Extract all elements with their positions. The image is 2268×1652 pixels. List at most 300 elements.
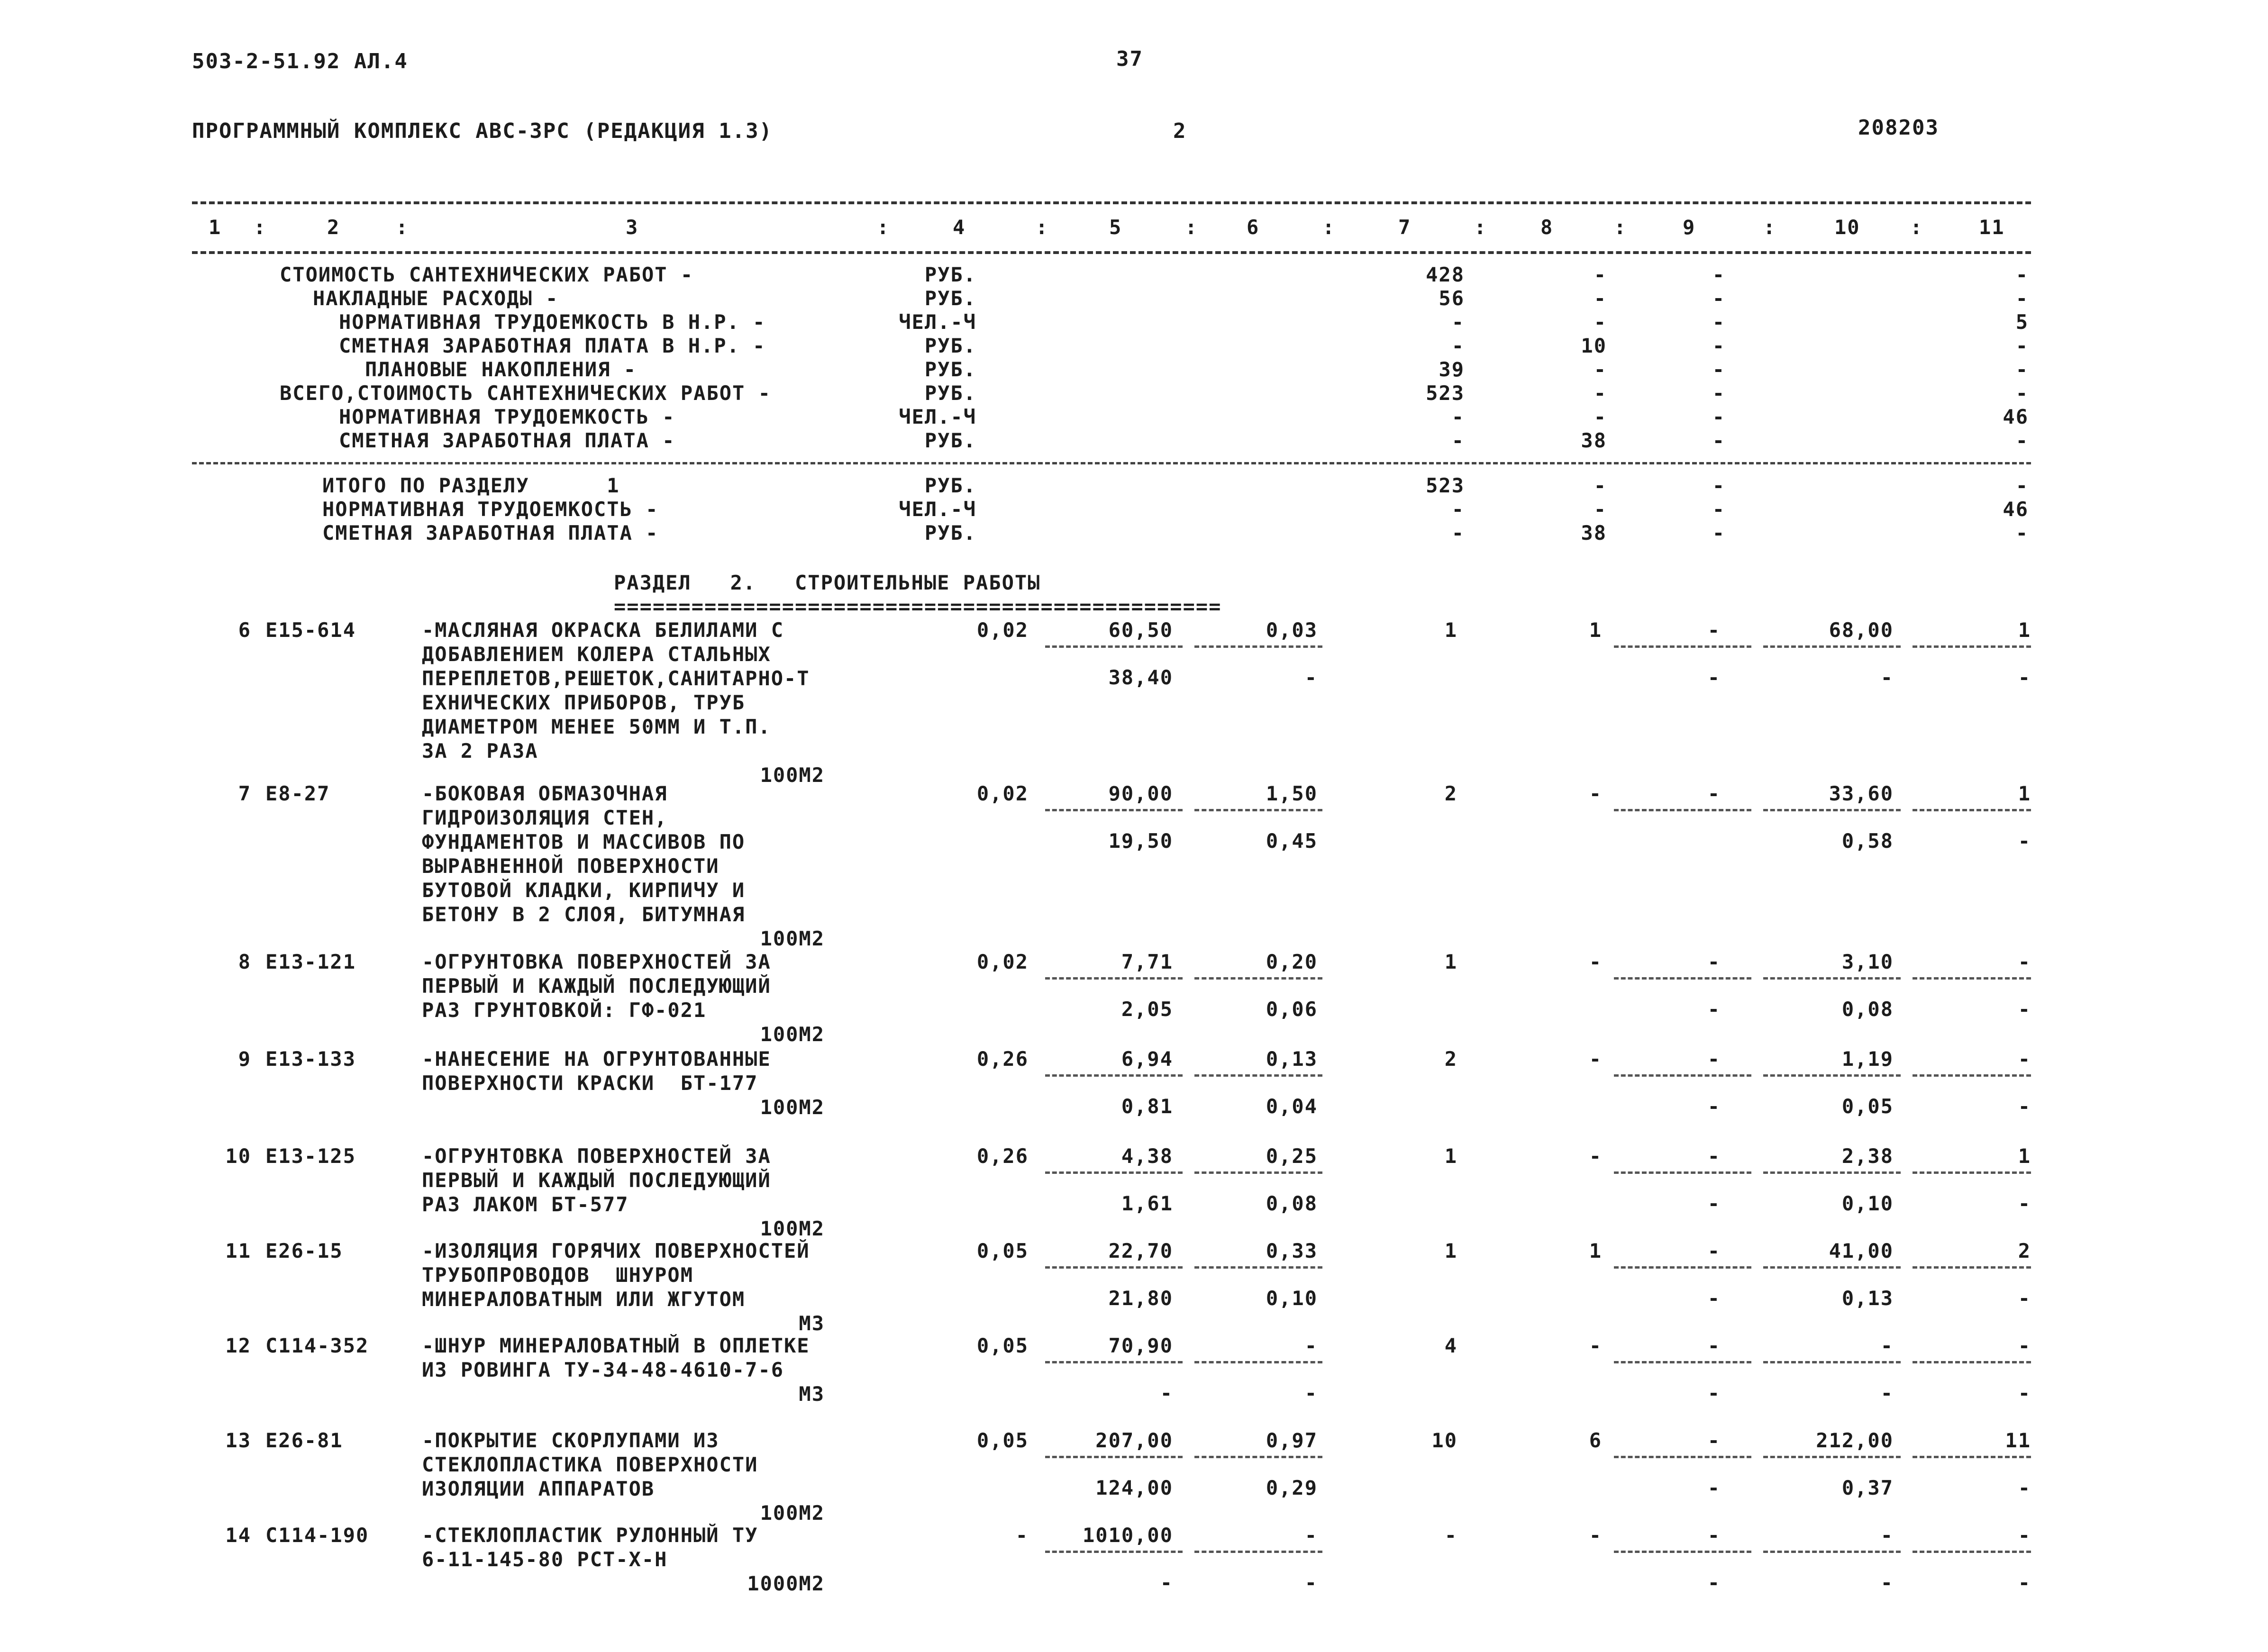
item-col11-wage: - bbox=[2018, 1192, 2031, 1215]
item-col11: - bbox=[2018, 1047, 2031, 1071]
item-col9-separator bbox=[1614, 1171, 1751, 1174]
summary-col9: - bbox=[1712, 310, 1725, 334]
item-col4: 0,02 bbox=[976, 782, 1029, 805]
column-separator: : bbox=[1036, 216, 1049, 239]
item-description-line: -МАСЛЯНАЯ ОКРАСКА БЕЛИЛАМИ С bbox=[422, 618, 784, 642]
item-col5-separator bbox=[1045, 977, 1183, 980]
item-col6: 0,20 bbox=[1266, 950, 1318, 973]
item-col4: 0,02 bbox=[976, 618, 1029, 642]
item-col10-separator bbox=[1763, 977, 1901, 980]
item-col5-separator bbox=[1045, 1361, 1183, 1363]
summary-col9: - bbox=[1712, 429, 1725, 452]
item-col10-separator bbox=[1763, 645, 1901, 648]
item-col10-separator bbox=[1763, 809, 1901, 811]
column-header-7: 7 bbox=[1398, 216, 1412, 239]
item-number: 12 bbox=[225, 1334, 251, 1357]
item-col10-wage: 0,37 bbox=[1841, 1476, 1894, 1499]
section-total-label: ИТОГО ПО РАЗДЕЛУ 1 bbox=[322, 474, 620, 497]
item-col10-wage: 0,08 bbox=[1841, 998, 1894, 1021]
item-code: Е13-121 bbox=[265, 950, 356, 973]
item-description-line: -ШНУР МИНЕРАЛОВАТНЫЙ В ОПЛЕТКЕ bbox=[422, 1334, 810, 1357]
summary-col11: - bbox=[2015, 358, 2029, 381]
item-col5-separator bbox=[1045, 1456, 1183, 1458]
item-col9: - bbox=[1707, 1144, 1721, 1168]
column-separator: : bbox=[254, 216, 267, 239]
item-col6-wage: 0,08 bbox=[1266, 1192, 1318, 1215]
item-col5: 207,00 bbox=[1095, 1429, 1173, 1452]
item-col11-separator bbox=[1913, 1551, 2031, 1553]
item-col6-wage: 0,45 bbox=[1266, 829, 1318, 853]
summary-col11: 46 bbox=[2003, 405, 2029, 428]
item-col6: 0,13 bbox=[1266, 1047, 1318, 1071]
item-col4: 0,05 bbox=[976, 1429, 1029, 1452]
item-number: 8 bbox=[238, 950, 251, 973]
item-col9: - bbox=[1707, 782, 1721, 805]
summary-col8: - bbox=[1594, 287, 1607, 310]
item-unit: 100М2 bbox=[760, 1217, 825, 1240]
summary-rule bbox=[192, 462, 2031, 464]
item-col11-separator bbox=[1913, 1074, 2031, 1077]
section-total-col8: 38 bbox=[1581, 521, 1607, 545]
item-col6-separator bbox=[1194, 645, 1322, 648]
item-col5: 90,00 bbox=[1108, 782, 1173, 805]
item-col11: - bbox=[2018, 1334, 2031, 1357]
summary-col9: - bbox=[1712, 381, 1725, 405]
summary-col7: - bbox=[1451, 429, 1465, 452]
summary-unit: РУБ. bbox=[924, 287, 976, 310]
column-header-8: 8 bbox=[1540, 216, 1554, 239]
item-col5-separator bbox=[1045, 809, 1183, 811]
item-col4: 0,26 bbox=[976, 1144, 1029, 1168]
section-title: РАЗДЕЛ 2. СТРОИТЕЛЬНЫЕ РАБОТЫ bbox=[614, 571, 1041, 594]
sheet-number: 2 bbox=[1173, 119, 1187, 143]
summary-col9: - bbox=[1712, 334, 1725, 357]
item-col10: 3,10 bbox=[1841, 950, 1894, 973]
item-col11: - bbox=[2018, 950, 2031, 973]
item-description-line: ФУНДАМЕНТОВ И МАССИВОВ ПО bbox=[422, 830, 746, 853]
item-col5: 22,70 bbox=[1108, 1239, 1173, 1262]
item-col11: 1 bbox=[2018, 618, 2031, 642]
item-number: 14 bbox=[225, 1524, 251, 1547]
summary-col8: - bbox=[1594, 263, 1607, 286]
summary-label: СМЕТНАЯ ЗАРАБОТНАЯ ПЛАТА В Н.Р. - bbox=[339, 334, 766, 357]
item-col9-wage: - bbox=[1707, 998, 1721, 1021]
item-col10-separator bbox=[1763, 1171, 1901, 1174]
item-col9-separator bbox=[1614, 1074, 1751, 1077]
column-separator: : bbox=[1614, 216, 1627, 239]
item-col10-separator bbox=[1763, 1074, 1901, 1077]
item-col10-wage: - bbox=[1880, 666, 1894, 689]
item-description-line: ИЗОЛЯЦИИ АППАРАТОВ bbox=[422, 1477, 655, 1500]
item-col11: 1 bbox=[2018, 782, 2031, 805]
item-col6-wage: 0,04 bbox=[1266, 1095, 1318, 1118]
item-col6-separator bbox=[1194, 1266, 1322, 1269]
item-col4: 0,05 bbox=[976, 1239, 1029, 1262]
item-number: 11 bbox=[225, 1239, 251, 1262]
item-col11-separator bbox=[1913, 1361, 2031, 1363]
item-col5: 4,38 bbox=[1121, 1144, 1173, 1168]
item-col10-wage: 0,58 bbox=[1841, 829, 1894, 853]
summary-col11: - bbox=[2015, 429, 2029, 452]
item-col5: 6,94 bbox=[1121, 1047, 1173, 1071]
item-unit: М3 bbox=[799, 1382, 825, 1406]
item-col6-separator bbox=[1194, 977, 1322, 980]
item-col6: 0,03 bbox=[1266, 618, 1318, 642]
column-separator: : bbox=[1474, 216, 1487, 239]
item-unit: 100М2 bbox=[760, 1023, 825, 1046]
item-unit: 1000М2 bbox=[747, 1572, 825, 1595]
column-header-1: 1 bbox=[209, 216, 222, 239]
item-col11-separator bbox=[1913, 1456, 2031, 1458]
item-col6-wage: - bbox=[1304, 1381, 1318, 1405]
item-description-line: СТЕКЛОПЛАСТИКА ПОВЕРХНОСТИ bbox=[422, 1453, 758, 1476]
item-col5-separator bbox=[1045, 1266, 1183, 1269]
item-number: 9 bbox=[238, 1047, 251, 1071]
item-col10: 1,19 bbox=[1841, 1047, 1894, 1071]
item-description-line: ПЕРВЫЙ И КАЖДЫЙ ПОСЛЕДУЮЩИЙ bbox=[422, 974, 771, 998]
summary-col9: - bbox=[1712, 287, 1725, 310]
item-col11: - bbox=[2018, 1524, 2031, 1547]
item-description-line: МИНЕРАЛОВАТНЫМ ИЛИ ЖГУТОМ bbox=[422, 1288, 746, 1311]
item-col9-separator bbox=[1614, 1266, 1751, 1269]
item-col10: 33,60 bbox=[1829, 782, 1894, 805]
item-col11-separator bbox=[1913, 977, 2031, 980]
item-col9: - bbox=[1707, 950, 1721, 973]
item-col6: 0,97 bbox=[1266, 1429, 1318, 1452]
item-col10: 212,00 bbox=[1816, 1429, 1894, 1452]
item-col5-wage: - bbox=[1160, 1571, 1173, 1594]
item-description-line: ПОВЕРХНОСТИ КРАСКИ БТ-177 bbox=[422, 1071, 758, 1095]
item-unit: 100М2 bbox=[760, 927, 825, 950]
column-header-11: 11 bbox=[1979, 216, 2005, 239]
item-description-line: ЕХНИЧЕСКИХ ПРИБОРОВ, ТРУБ bbox=[422, 691, 746, 714]
item-col7: 10 bbox=[1431, 1429, 1457, 1452]
summary-col7: 523 bbox=[1426, 381, 1465, 405]
item-col9: - bbox=[1707, 1429, 1721, 1452]
item-col9: - bbox=[1707, 1239, 1721, 1262]
item-unit: 100М2 bbox=[760, 763, 825, 787]
item-col9-wage: - bbox=[1707, 1192, 1721, 1215]
item-col10-wage: 0,10 bbox=[1841, 1192, 1894, 1215]
summary-col11: - bbox=[2015, 263, 2029, 286]
item-col10-wage: 0,13 bbox=[1841, 1287, 1894, 1310]
table-header-rule bbox=[192, 251, 2031, 254]
item-col6-separator bbox=[1194, 1361, 1322, 1363]
item-col6-wage: - bbox=[1304, 666, 1318, 689]
item-description-line: РАЗ ЛАКОМ БТ-577 bbox=[422, 1193, 629, 1216]
column-header-5: 5 bbox=[1109, 216, 1122, 239]
item-col5-wage: - bbox=[1160, 1381, 1173, 1405]
item-col6: - bbox=[1304, 1334, 1318, 1357]
item-unit: М3 bbox=[799, 1312, 825, 1335]
item-col9-wage: - bbox=[1707, 1287, 1721, 1310]
item-col8: - bbox=[1589, 950, 1602, 973]
item-description-line: ЗА 2 РАЗА bbox=[422, 739, 538, 762]
summary-label: СМЕТНАЯ ЗАРАБОТНАЯ ПЛАТА - bbox=[339, 429, 675, 452]
item-description-line: -ПОКРЫТИЕ СКОРЛУПАМИ ИЗ bbox=[422, 1429, 720, 1452]
column-header-4: 4 bbox=[953, 216, 966, 239]
item-code: Е26-81 bbox=[265, 1429, 343, 1452]
summary-unit: ЧЕЛ.-Ч bbox=[899, 310, 976, 334]
item-unit: 100М2 bbox=[760, 1096, 825, 1119]
summary-unit: РУБ. bbox=[924, 381, 976, 405]
item-col9-wage: - bbox=[1707, 1571, 1721, 1594]
item-col6-wage: 0,06 bbox=[1266, 998, 1318, 1021]
item-col10: 68,00 bbox=[1829, 618, 1894, 642]
item-col6: 1,50 bbox=[1266, 782, 1318, 805]
item-col10-wage: - bbox=[1880, 1381, 1894, 1405]
item-col8: - bbox=[1589, 1144, 1602, 1168]
summary-col8: - bbox=[1594, 405, 1607, 428]
section-total-label: СМЕТНАЯ ЗАРАБОТНАЯ ПЛАТА - bbox=[322, 521, 659, 545]
item-col5: 60,50 bbox=[1108, 618, 1173, 642]
section-total-col11: - bbox=[2015, 521, 2029, 545]
summary-col7: 428 bbox=[1426, 263, 1465, 286]
item-description-line: 6-11-145-80 РСТ-Х-Н bbox=[422, 1548, 668, 1571]
item-code: С114-190 bbox=[265, 1524, 369, 1547]
item-code: Е13-125 bbox=[265, 1144, 356, 1168]
item-col10: 2,38 bbox=[1841, 1144, 1894, 1168]
item-col9-wage: - bbox=[1707, 666, 1721, 689]
document-code: 208203 bbox=[1858, 116, 1939, 140]
item-col11-wage: - bbox=[2018, 1095, 2031, 1118]
item-col8: 6 bbox=[1589, 1429, 1602, 1452]
item-col7: 4 bbox=[1444, 1334, 1457, 1357]
item-number: 7 bbox=[238, 782, 251, 805]
item-col10-wage: 0,05 bbox=[1841, 1095, 1894, 1118]
item-col6-separator bbox=[1194, 1456, 1322, 1458]
summary-col7: - bbox=[1451, 405, 1465, 428]
item-description-line: ДОБАВЛЕНИЕМ КОЛЕРА СТАЛЬНЫХ bbox=[422, 643, 771, 666]
summary-unit: ЧЕЛ.-Ч bbox=[899, 405, 976, 428]
item-code: Е15-614 bbox=[265, 618, 356, 642]
item-col11-wage: - bbox=[2018, 1381, 2031, 1405]
item-col10: - bbox=[1880, 1524, 1894, 1547]
item-col10-separator bbox=[1763, 1361, 1901, 1363]
column-header-10: 10 bbox=[1834, 216, 1860, 239]
summary-unit: РУБ. bbox=[924, 429, 976, 452]
item-col6-separator bbox=[1194, 1551, 1322, 1553]
item-col6: 0,33 bbox=[1266, 1239, 1318, 1262]
section-total-col7: - bbox=[1451, 521, 1465, 545]
item-col6-wage: - bbox=[1304, 1571, 1318, 1594]
item-col11-separator bbox=[1913, 809, 2031, 811]
section-total-col11: - bbox=[2015, 474, 2029, 497]
item-col5: 1010,00 bbox=[1082, 1524, 1173, 1547]
item-description-line: РАЗ ГРУНТОВКОЙ: ГФ-021 bbox=[422, 998, 707, 1022]
summary-col8: - bbox=[1594, 381, 1607, 405]
item-col8: 1 bbox=[1589, 618, 1602, 642]
column-header-6: 6 bbox=[1247, 216, 1260, 239]
column-separator: : bbox=[1322, 216, 1336, 239]
item-col9-wage: - bbox=[1707, 1381, 1721, 1405]
item-col6-separator bbox=[1194, 1171, 1322, 1174]
item-col7: 1 bbox=[1444, 950, 1457, 973]
summary-col8: - bbox=[1594, 358, 1607, 381]
item-code: Е13-133 bbox=[265, 1047, 356, 1071]
summary-label: СТОИМОСТЬ САНТЕХНИЧЕСКИХ РАБОТ - bbox=[280, 263, 694, 286]
item-number: 13 bbox=[225, 1429, 251, 1452]
item-col6: - bbox=[1304, 1524, 1318, 1547]
column-separator: : bbox=[877, 216, 890, 239]
summary-label: ПЛАНОВЫЕ НАКОПЛЕНИЯ - bbox=[365, 358, 637, 381]
summary-col7: 56 bbox=[1439, 287, 1465, 310]
item-col11-separator bbox=[1913, 1171, 2031, 1174]
item-col9-separator bbox=[1614, 1456, 1751, 1458]
item-col8: 1 bbox=[1589, 1239, 1602, 1262]
item-col8: - bbox=[1589, 1047, 1602, 1071]
item-description-line: -ОГРУНТОВКА ПОВЕРХНОСТЕЙ ЗА bbox=[422, 1144, 771, 1168]
item-description-line: БУТОВОЙ КЛАДКИ, КИРПИЧУ И bbox=[422, 879, 746, 902]
column-header-9: 9 bbox=[1683, 216, 1696, 239]
summary-unit: РУБ. bbox=[924, 358, 976, 381]
summary-col11: - bbox=[2015, 334, 2029, 357]
summary-label: ВСЕГО,СТОИМОСТЬ САНТЕХНИЧЕСКИХ РАБОТ - bbox=[280, 381, 771, 405]
item-col7: 1 bbox=[1444, 1144, 1457, 1168]
section-total-col8: - bbox=[1594, 474, 1607, 497]
item-col9-wage: - bbox=[1707, 1095, 1721, 1118]
item-description-line: ПЕРВЫЙ И КАЖДЫЙ ПОСЛЕДУЮЩИЙ bbox=[422, 1169, 771, 1192]
summary-col8: - bbox=[1594, 310, 1607, 334]
item-col4: 0,02 bbox=[976, 950, 1029, 973]
summary-col9: - bbox=[1712, 405, 1725, 428]
item-col7: - bbox=[1444, 1524, 1457, 1547]
section-title-underline: =============================================== bbox=[614, 595, 1222, 618]
section-total-label: НОРМАТИВНАЯ ТРУДОЕМКОСТЬ - bbox=[322, 498, 659, 521]
summary-col9: - bbox=[1712, 263, 1725, 286]
summary-label: НАКЛАДНЫЕ РАСХОДЫ - bbox=[313, 287, 559, 310]
item-col11: 1 bbox=[2018, 1144, 2031, 1168]
item-col11-wage: - bbox=[2018, 1287, 2031, 1310]
item-description-line: -ОГРУНТОВКА ПОВЕРХНОСТЕЙ ЗА bbox=[422, 950, 771, 973]
item-col10-wage: - bbox=[1880, 1571, 1894, 1594]
item-description-line: -ИЗОЛЯЦИЯ ГОРЯЧИХ ПОВЕРХНОСТЕЙ bbox=[422, 1239, 810, 1262]
item-description-line: ДИАМЕТРОМ МЕНЕЕ 50ММ И Т.П. bbox=[422, 715, 771, 738]
item-col5-wage: 19,50 bbox=[1108, 829, 1173, 853]
item-col11-separator bbox=[1913, 1266, 2031, 1269]
item-description-line: ПЕРЕПЛЕТОВ,РЕШЕТОК,САНИТАРНО-Т bbox=[422, 667, 810, 690]
item-col11-wage: - bbox=[2018, 829, 2031, 853]
item-col10-separator bbox=[1763, 1266, 1901, 1269]
item-col7: 2 bbox=[1444, 782, 1457, 805]
program-title: ПРОГРАММНЫЙ КОМПЛЕКС АВС-3РС (РЕДАКЦИЯ 1.3) bbox=[192, 119, 773, 143]
item-col10-separator bbox=[1763, 1551, 1901, 1553]
item-col10-separator bbox=[1763, 1456, 1901, 1458]
item-col5-separator bbox=[1045, 1074, 1183, 1077]
item-col6-separator bbox=[1194, 809, 1322, 811]
item-description-line: ТРУБОПРОВОДОВ ШНУРОМ bbox=[422, 1263, 694, 1287]
item-col7: 1 bbox=[1444, 618, 1457, 642]
item-col10: - bbox=[1880, 1334, 1894, 1357]
item-col8: - bbox=[1589, 1524, 1602, 1547]
section-total-col9: - bbox=[1712, 498, 1725, 521]
summary-col8: 38 bbox=[1581, 429, 1607, 452]
item-col7: 1 bbox=[1444, 1239, 1457, 1262]
section-total-unit: РУБ. bbox=[924, 521, 976, 545]
column-separator: : bbox=[1763, 216, 1776, 239]
column-header-2: 2 bbox=[327, 216, 340, 239]
summary-unit: РУБ. bbox=[924, 334, 976, 357]
item-code: Е8-27 bbox=[265, 782, 330, 805]
item-number: 10 bbox=[225, 1144, 251, 1168]
item-col5-separator bbox=[1045, 1551, 1183, 1553]
summary-col11: - bbox=[2015, 381, 2029, 405]
item-col5-wage: 124,00 bbox=[1095, 1476, 1173, 1499]
section-total-col8: - bbox=[1594, 498, 1607, 521]
summary-col11: 5 bbox=[2015, 310, 2029, 334]
item-col5-separator bbox=[1045, 645, 1183, 648]
item-description-line: ИЗ РОВИНГА ТУ-34-48-4610-7-6 bbox=[422, 1358, 784, 1381]
item-col9-wage: - bbox=[1707, 1476, 1721, 1499]
item-col5: 7,71 bbox=[1121, 950, 1173, 973]
item-col5-wage: 1,61 bbox=[1121, 1192, 1173, 1215]
item-unit: 100М2 bbox=[760, 1501, 825, 1525]
item-description-line: -СТЕКЛОПЛАСТИК РУЛОННЫЙ ТУ bbox=[422, 1524, 758, 1547]
page-number: 37 bbox=[1116, 47, 1143, 71]
item-col5-separator bbox=[1045, 1171, 1183, 1174]
item-col11-wage: - bbox=[2018, 666, 2031, 689]
item-col6-wage: 0,10 bbox=[1266, 1287, 1318, 1310]
section-total-col7: - bbox=[1451, 498, 1465, 521]
doc-reference: 503-2-51.92 АЛ.4 bbox=[192, 49, 408, 73]
summary-col11: - bbox=[2015, 287, 2029, 310]
item-col6: 0,25 bbox=[1266, 1144, 1318, 1168]
item-col5-wage: 0,81 bbox=[1121, 1095, 1173, 1118]
item-col8: - bbox=[1589, 782, 1602, 805]
summary-label: НОРМАТИВНАЯ ТРУДОЕМКОСТЬ - bbox=[339, 405, 675, 428]
section-total-unit: РУБ. bbox=[924, 474, 976, 497]
item-col11: 11 bbox=[2005, 1429, 2031, 1452]
section-total-col11: 46 bbox=[2003, 498, 2029, 521]
item-col9-separator bbox=[1614, 977, 1751, 980]
item-col11-wage: - bbox=[2018, 998, 2031, 1021]
column-separator: : bbox=[1910, 216, 1923, 239]
item-col11-wage: - bbox=[2018, 1571, 2031, 1594]
item-col6-wage: 0,29 bbox=[1266, 1476, 1318, 1499]
item-col9: - bbox=[1707, 1047, 1721, 1071]
item-col9: - bbox=[1707, 1524, 1721, 1547]
summary-unit: РУБ. bbox=[924, 263, 976, 286]
item-col8: - bbox=[1589, 1334, 1602, 1357]
summary-col7: 39 bbox=[1439, 358, 1465, 381]
item-col11-wage: - bbox=[2018, 1476, 2031, 1499]
summary-col7: - bbox=[1451, 310, 1465, 334]
item-code: Е26-15 bbox=[265, 1239, 343, 1262]
summary-col8: 10 bbox=[1581, 334, 1607, 357]
item-code: С114-352 bbox=[265, 1334, 369, 1357]
item-description-line: БЕТОНУ В 2 СЛОЯ, БИТУМНАЯ bbox=[422, 903, 746, 926]
item-col4: 0,05 bbox=[976, 1334, 1029, 1357]
section-total-col9: - bbox=[1712, 521, 1725, 545]
item-col9: - bbox=[1707, 618, 1721, 642]
item-col5: 70,90 bbox=[1108, 1334, 1173, 1357]
item-col5-wage: 2,05 bbox=[1121, 998, 1173, 1021]
item-col10: 41,00 bbox=[1829, 1239, 1894, 1262]
item-col5-wage: 38,40 bbox=[1108, 666, 1173, 689]
item-description-line: ВЫРАВНЕННОЙ ПОВЕРХНОСТИ bbox=[422, 854, 720, 878]
item-col11: 2 bbox=[2018, 1239, 2031, 1262]
item-col9: - bbox=[1707, 1334, 1721, 1357]
item-description-line: -НАНЕСЕНИЕ НА ОГРУНТОВАННЫЕ bbox=[422, 1047, 771, 1071]
item-col4: - bbox=[1015, 1524, 1029, 1547]
item-col9-separator bbox=[1614, 1551, 1751, 1553]
summary-col7: - bbox=[1451, 334, 1465, 357]
item-col6-separator bbox=[1194, 1074, 1322, 1077]
section-total-unit: ЧЕЛ.-Ч bbox=[899, 498, 976, 521]
column-header-3: 3 bbox=[626, 216, 639, 239]
summary-label: НОРМАТИВНАЯ ТРУДОЕМКОСТЬ В Н.Р. - bbox=[339, 310, 766, 334]
section-total-col7: 523 bbox=[1426, 474, 1465, 497]
